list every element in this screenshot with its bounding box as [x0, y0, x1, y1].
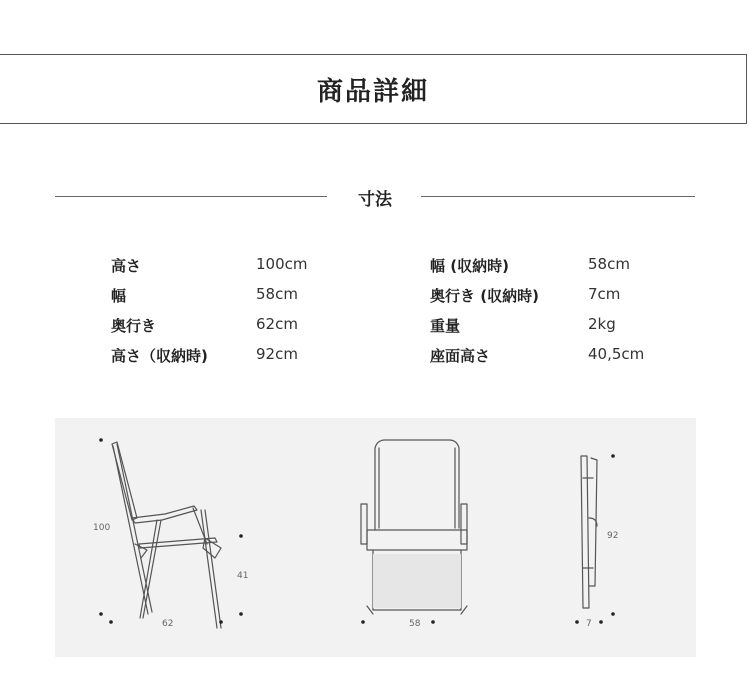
dim-label-seat-height: 41	[237, 571, 249, 581]
chair-dimension-drawing	[55, 418, 696, 657]
folded-view	[581, 456, 597, 608]
header-banner	[0, 54, 747, 124]
section-title: 寸法	[358, 190, 392, 210]
section-divider-right	[421, 196, 695, 197]
spec-label-seat-height: 座面高さ	[430, 347, 491, 365]
spec-value-depth: 62cm	[256, 315, 298, 333]
chair-drawing-svg	[55, 418, 696, 657]
side-view	[112, 442, 221, 628]
spec-value-folded-height: 92cm	[256, 345, 298, 363]
spec-value-folded-width: 58cm	[588, 255, 630, 273]
spec-label-folded-height: 高さ（収納時)	[111, 347, 208, 365]
dim-label-side-height: 100	[93, 523, 111, 533]
front-seat-fill	[373, 554, 461, 608]
spec-value-folded-depth: 7cm	[588, 285, 621, 303]
dim-label-side-depth: 62	[162, 619, 174, 629]
spec-value-weight: 2kg	[588, 315, 616, 333]
spec-value-height: 100cm	[256, 255, 308, 273]
dimension-markers	[99, 438, 615, 624]
spec-label-depth: 奥行き	[111, 317, 157, 335]
dim-label-folded-depth: 7	[586, 619, 592, 629]
spec-label-height: 高さ	[111, 257, 142, 275]
spec-label-weight: 重量	[430, 317, 461, 335]
spec-value-width: 58cm	[256, 285, 298, 303]
spec-value-seat-height: 40,5cm	[588, 345, 645, 363]
dim-label-folded-height: 92	[607, 531, 619, 541]
dim-label-front-width: 58	[409, 619, 421, 629]
spec-label-width: 幅	[111, 287, 127, 305]
page-title: 商品詳細	[316, 76, 429, 107]
section-divider-left	[55, 196, 327, 197]
spec-label-folded-depth: 奥行き (収納時)	[430, 287, 539, 305]
spec-label-folded-width: 幅 (収納時)	[430, 257, 509, 275]
